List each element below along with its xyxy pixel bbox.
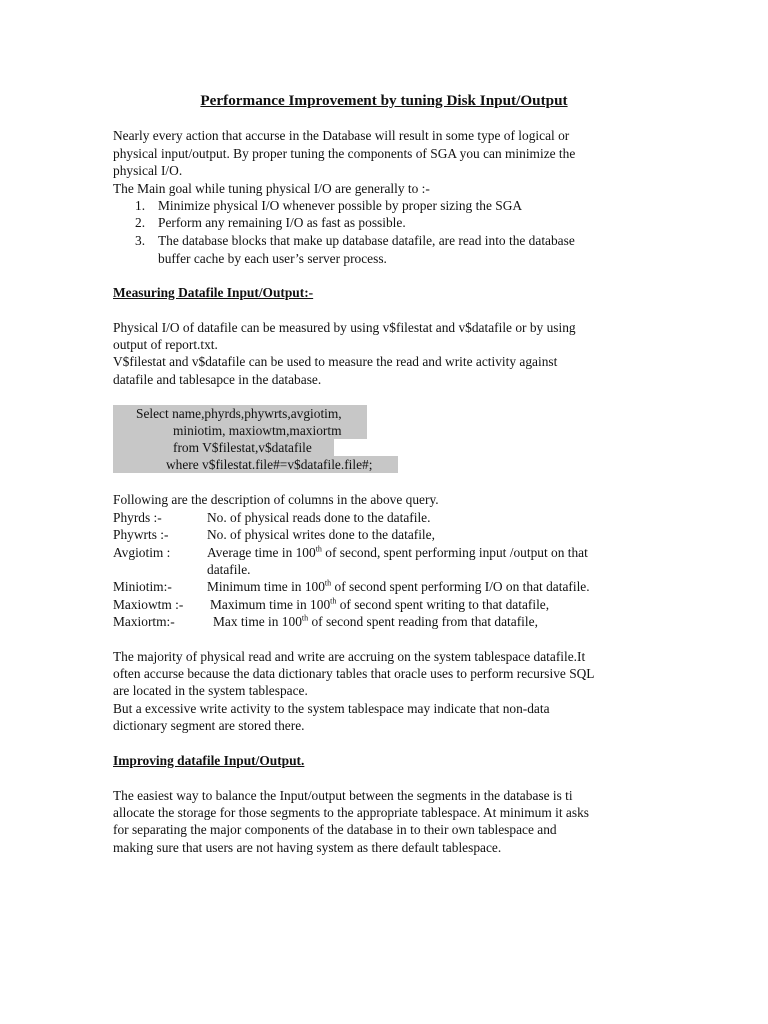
column-desc: Minimum time in 100th of second spent performing I/O on that datafile. <box>207 578 590 594</box>
list-item: Minimize physical I/O whenever possible by proper sizing the SGA <box>158 198 523 213</box>
paragraph-line: The majority of physical read and write are accruing on the system tablespace datafile.It <box>113 649 586 664</box>
paragraph-line: for separating the major components of the database in to their own tablespace and <box>113 822 557 837</box>
column-term: Maxiowtm :- <box>113 597 184 612</box>
paragraph-line: allocate the storage for those segments to the appropriate tablespace. At minimum it asks <box>113 805 589 820</box>
paragraph-line: making sure that users are not having system as there default tablespace. <box>113 840 502 855</box>
sql-line: Select name,phyrds,phywrts,avgiotim, <box>136 406 342 421</box>
document-title: Performance Improvement by tuning Disk Input/Output <box>200 92 568 109</box>
intro-line: Nearly every action that accurse in the Database will result in some type of logical or <box>113 128 570 143</box>
sql-line: from V$filestat,v$datafile <box>173 440 312 455</box>
list-item: The database blocks that make up database datafile, are read into the database <box>158 233 575 248</box>
column-desc: Maximum time in 100th of second spent writing to that datafile, <box>210 596 550 612</box>
paragraph-line: V$filestat and v$datafile can be used to measure the read and write activity against <box>113 354 558 369</box>
list-item: Perform any remaining I/O as fast as possible. <box>158 215 406 230</box>
list-number: 2. <box>135 215 146 230</box>
paragraph-line: dictionary segment are stored there. <box>113 718 305 733</box>
list-number: 3. <box>135 233 146 248</box>
intro-line: physical I/O. <box>113 163 183 178</box>
column-desc: No. of physical reads done to the datafile. <box>207 510 431 525</box>
sql-line: where v$filestat.file#=v$datafile.file#; <box>166 457 373 472</box>
section-heading-improving: Improving datafile Input/Output. <box>113 753 305 768</box>
paragraph-line: datafile and tablesapce in the database. <box>113 372 322 387</box>
intro-line: The Main goal while tuning physical I/O are generally to :- <box>113 181 430 196</box>
paragraph-line: But a excessive write activity to the system tablespace may indicate that non-data <box>113 701 550 716</box>
list-number: 1. <box>135 198 146 213</box>
column-desc: datafile. <box>207 562 251 577</box>
paragraph-line: The easiest way to balance the Input/output between the segments in the database is ti <box>113 788 573 803</box>
paragraph-line: often accurse because the data dictionary tables that oracle uses to perform recursive SQL <box>113 666 595 681</box>
paragraph-line: output of report.txt. <box>113 337 218 352</box>
intro-line: physical input/output. By proper tuning the components of SGA you can minimize the <box>113 146 576 161</box>
sql-line: miniotim, maxiowtm,maxiortm <box>173 423 342 438</box>
column-term: Avgiotim : <box>113 545 171 560</box>
column-term: Phywrts :- <box>113 527 169 542</box>
section-heading-measuring: Measuring Datafile Input/Output:- <box>113 285 314 300</box>
column-desc: Max time in 100th of second spent reading from that datafile, <box>213 613 538 629</box>
paragraph-line: Physical I/O of datafile can be measured by using v$filestat and v$datafile or by using <box>113 320 576 335</box>
column-term: Phyrds :- <box>113 510 162 525</box>
list-item: buffer cache by each user’s server process. <box>158 251 387 266</box>
paragraph-line: Following are the description of columns in the above query. <box>113 492 439 507</box>
column-term: Maxiortm:- <box>113 614 175 629</box>
column-term: Miniotim:- <box>113 579 172 594</box>
column-desc: Average time in 100th of second, spent performing input /output on that <box>207 544 588 560</box>
paragraph-line: are located in the system tablespace. <box>113 683 308 698</box>
column-desc: No. of physical writes done to the datafile, <box>207 527 435 542</box>
